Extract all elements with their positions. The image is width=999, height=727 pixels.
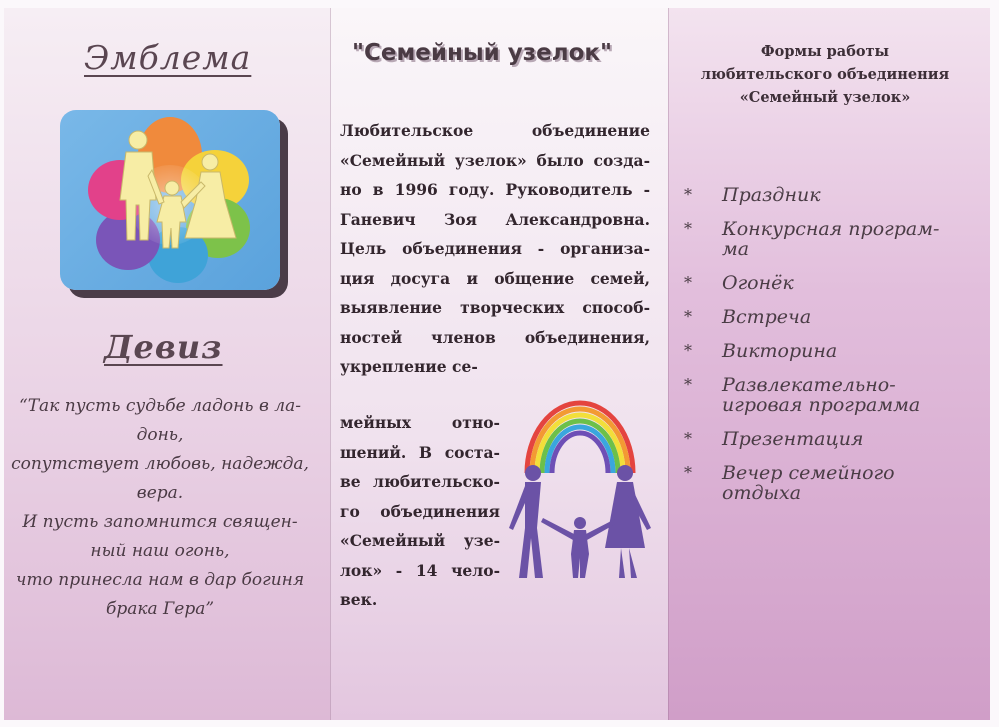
list-item <box>684 456 984 504</box>
text-line: «Семейный узелок» было созда- <box>340 150 650 170</box>
forms-heading-line: «Семейный узелок» <box>739 89 911 106</box>
motto-line: донь, <box>136 425 184 445</box>
motto-line: ный наш огонь, <box>90 541 230 561</box>
list-item-label: Викторина <box>722 340 838 362</box>
text-line: ностей членов объединения, <box>340 327 650 347</box>
list-item <box>684 300 984 334</box>
description-paragraph <box>340 116 650 382</box>
list-item-label: Вечер семейного <box>722 462 895 484</box>
motto-line: вера. <box>136 483 184 503</box>
list-item <box>684 212 984 260</box>
list-item-label: Развлекательно- <box>722 374 896 396</box>
bullet-icon: * <box>684 341 692 360</box>
motto-line: “Так пусть судьбе ладонь в ла- <box>19 396 301 416</box>
text-line: укрепление се- <box>340 357 478 376</box>
bullet-icon: * <box>684 463 692 482</box>
motto-heading: Девиз <box>104 328 223 366</box>
rainbow-family-illustration <box>505 378 655 583</box>
emblem-heading: Эмблема <box>84 38 252 77</box>
text-line: Цель объединения - организа- <box>340 239 650 258</box>
text-line: ве любительско- <box>340 472 500 491</box>
bullet-icon: * <box>684 185 692 204</box>
text-line: Любительское объединение <box>340 121 650 140</box>
text-line: лок» - 14 чело- <box>340 560 500 580</box>
fold-line <box>330 8 331 720</box>
text-line: ция досуга и общение семей, <box>340 268 650 288</box>
forms-list <box>684 178 984 510</box>
description-paragraph-narrow <box>340 408 500 615</box>
list-item-label: игровая программа <box>722 394 921 416</box>
text-line: век. <box>340 590 378 609</box>
list-item-label: Презентация <box>722 428 864 450</box>
text-line: выявление творческих способ- <box>340 298 650 317</box>
forms-heading <box>670 40 980 109</box>
forms-heading-line: любительского объединения <box>700 66 950 83</box>
bullet-icon: * <box>684 219 692 238</box>
list-item-label: Огонёк <box>722 272 794 294</box>
list-item-label: Праздник <box>722 184 821 206</box>
list-item-label: Встреча <box>722 306 812 328</box>
motto-line: что принесла нам в дар богиня <box>15 570 305 590</box>
bullet-icon: * <box>684 429 692 448</box>
list-item <box>684 368 984 416</box>
page-title: "Семейный узелок" <box>352 40 612 66</box>
list-item-label: ма <box>722 238 750 260</box>
fold-line <box>668 8 669 720</box>
motto-line: сопутствует любовь, надежда, <box>11 454 309 474</box>
motto-text <box>10 392 310 624</box>
motto-line: И пусть запомнится священ- <box>22 512 298 532</box>
list-item <box>684 334 984 368</box>
list-item <box>684 178 984 212</box>
text-line: го объединения <box>340 501 500 521</box>
bullet-icon: * <box>684 375 692 394</box>
text-line: но в 1996 году. Руководитель - <box>340 180 650 199</box>
text-line: Ганевич Зоя Александровна. <box>340 209 650 229</box>
text-line: шений. В соста- <box>340 442 500 462</box>
list-item <box>684 266 984 300</box>
emblem-image <box>60 110 280 290</box>
family-flower-emblem <box>60 110 280 290</box>
text-line: мейных отно- <box>340 413 500 432</box>
list-item-label: отдыха <box>722 482 802 504</box>
forms-heading-line: Формы работы <box>760 43 890 60</box>
motto-line: брака Гера” <box>105 599 215 619</box>
bullet-icon: * <box>684 273 692 292</box>
list-item <box>684 422 984 456</box>
list-item-label: Конкурсная програм- <box>722 218 940 240</box>
text-line: «Семейный узе- <box>340 531 500 550</box>
bullet-icon: * <box>684 307 692 326</box>
